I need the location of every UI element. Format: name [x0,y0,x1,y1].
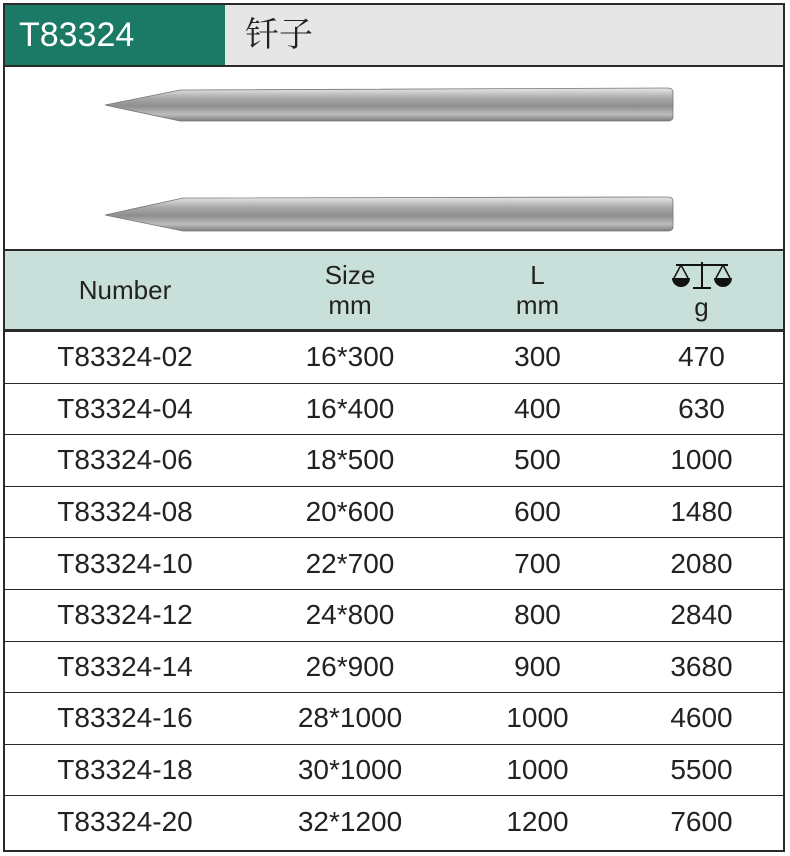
cell-length: 600 [514,496,561,528]
cell-length: 400 [514,392,561,424]
rod-top [105,88,673,121]
table-header [5,251,783,332]
cell-size: 32*1200 [297,806,403,838]
cell-weight: 4600 [670,702,733,734]
cell-weight: 630 [678,392,725,424]
table-row [5,642,783,694]
cell-weight: 2840 [670,599,733,631]
cell-size: 22*700 [305,547,395,579]
product-photo [5,67,783,251]
cell-number: T83324-18 [57,754,193,786]
cell-length: 700 [514,547,561,579]
product-sheet [3,3,785,852]
table-row [5,590,783,642]
rod-bottom [105,197,673,231]
cell-length: 1200 [506,806,569,838]
cell-length: 500 [514,444,561,476]
cell-length: 900 [514,650,561,682]
header-length-unit: mm [515,290,560,320]
table-row [5,384,783,436]
cell-length: 1000 [506,702,569,734]
header-bar [5,5,783,67]
cell-size: 18*500 [305,444,395,476]
col-number-header [5,251,245,329]
cell-number: T83324-14 [57,650,193,682]
header-size-label: Size [324,260,376,290]
header-size-unit: mm [328,290,372,320]
table-row [5,538,783,590]
header-length-label: L [530,260,545,290]
col-weight-header [620,251,783,329]
cell-weight: 7600 [670,806,733,838]
cell-number: T83324-02 [57,341,193,373]
col-size-header [245,251,455,329]
cell-length: 800 [514,599,561,631]
cell-weight: 1480 [670,496,733,528]
cell-size: 30*1000 [297,754,403,786]
cell-length: 1000 [506,754,569,786]
cell-number: T83324-20 [57,806,193,838]
chisel-rods-image [5,67,783,249]
cell-number: T83324-08 [57,496,193,528]
cell-size: 16*300 [305,341,395,373]
header-number-label: Number [78,275,172,305]
cell-size: 26*900 [305,650,395,682]
cell-number: T83324-06 [57,444,193,476]
cell-size: 16*400 [305,392,395,424]
cell-weight: 5500 [670,754,733,786]
cell-length: 300 [514,341,561,373]
product-title: 钎子 [245,15,313,55]
product-code: T83324 [5,5,225,65]
table-row [5,745,783,797]
cell-size: 20*600 [305,496,395,528]
table-row [5,332,783,384]
table-body [5,332,783,848]
cell-weight: 470 [678,341,725,373]
cell-weight: 1000 [670,444,733,476]
cell-number: T83324-10 [57,547,193,579]
scale-icon [671,258,733,292]
cell-weight: 2080 [670,547,733,579]
cell-number: T83324-04 [57,392,193,424]
cell-size: 24*800 [305,599,395,631]
cell-number: T83324-12 [57,599,193,631]
table-row [5,693,783,745]
cell-weight: 3680 [670,650,733,682]
header-weight-unit: g [694,292,709,322]
table-row [5,435,783,487]
cell-size: 28*1000 [297,702,403,734]
table-row [5,487,783,539]
col-length-header [455,251,620,329]
table-row [5,796,783,848]
cell-number: T83324-16 [57,702,193,734]
